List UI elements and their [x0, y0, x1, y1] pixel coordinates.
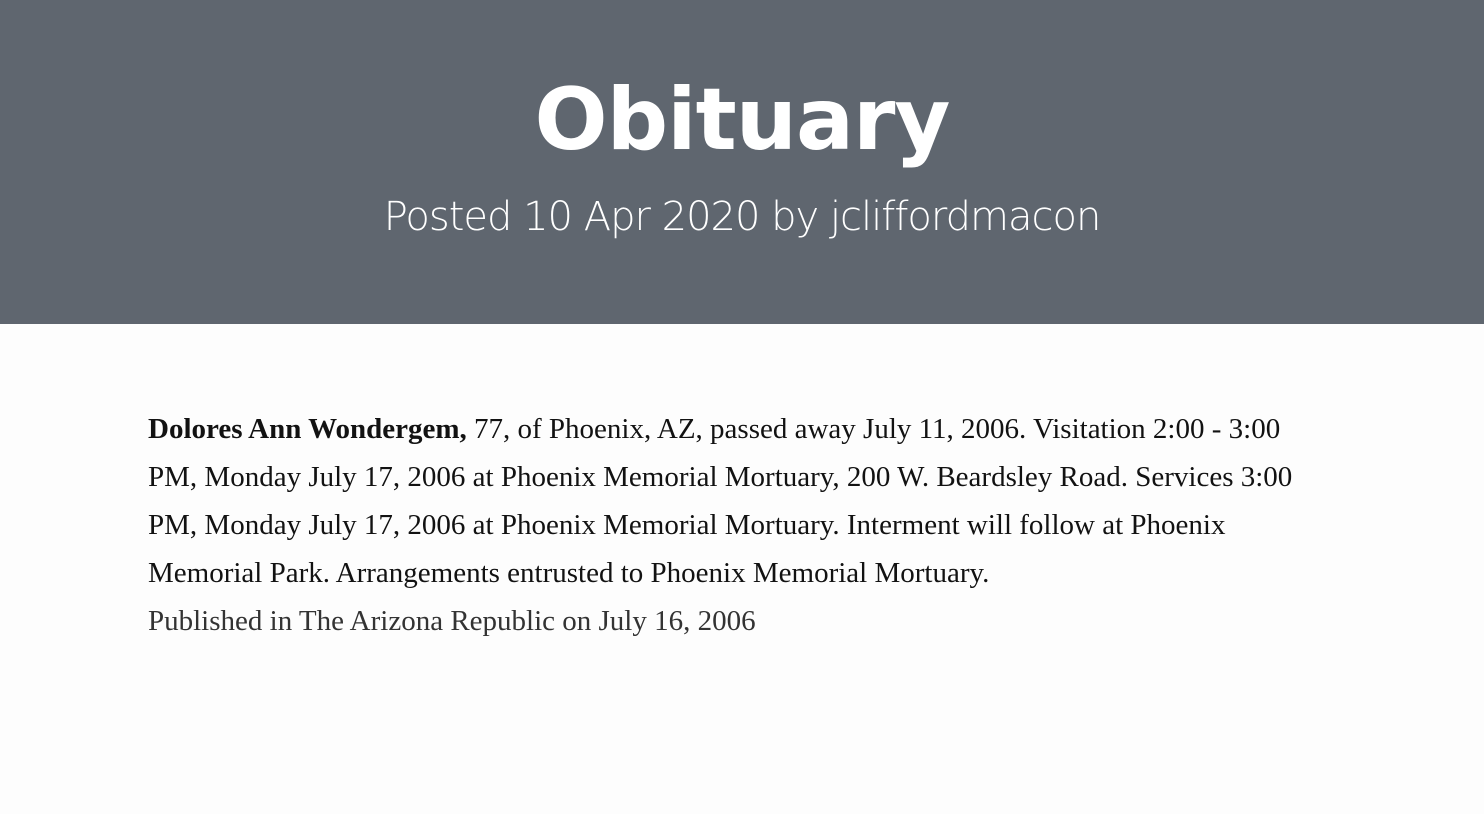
post-meta: Posted 10 Apr 2020 by jcliffordmacon [383, 194, 1101, 240]
obituary-text [148, 405, 1328, 597]
deceased-name: Dolores Ann Wondergem, [148, 413, 467, 445]
obituary-article [148, 405, 1328, 645]
main-content [0, 324, 1484, 645]
obituary-body: 77, of Phoenix, AZ, passed away July 11, 2006. Visitation 2:00 - 3:00 PM, Monday July 17, 2006 at Phoenix Memorial Mortuary, 200 W. Beardsley Road. Services 3:00 PM, Monday July 17, 2006 at Phoenix Memorial Mortuary. Interment will follow at Phoenix Memorial Park. Arrangements entrusted to Phoenix Memorial Mortuary. [148, 413, 1293, 589]
page-header [0, 0, 1484, 324]
page-title: Obituary [534, 70, 950, 170]
publication-note: Published in The Arizona Republic on July 16, 2006 [148, 605, 756, 637]
